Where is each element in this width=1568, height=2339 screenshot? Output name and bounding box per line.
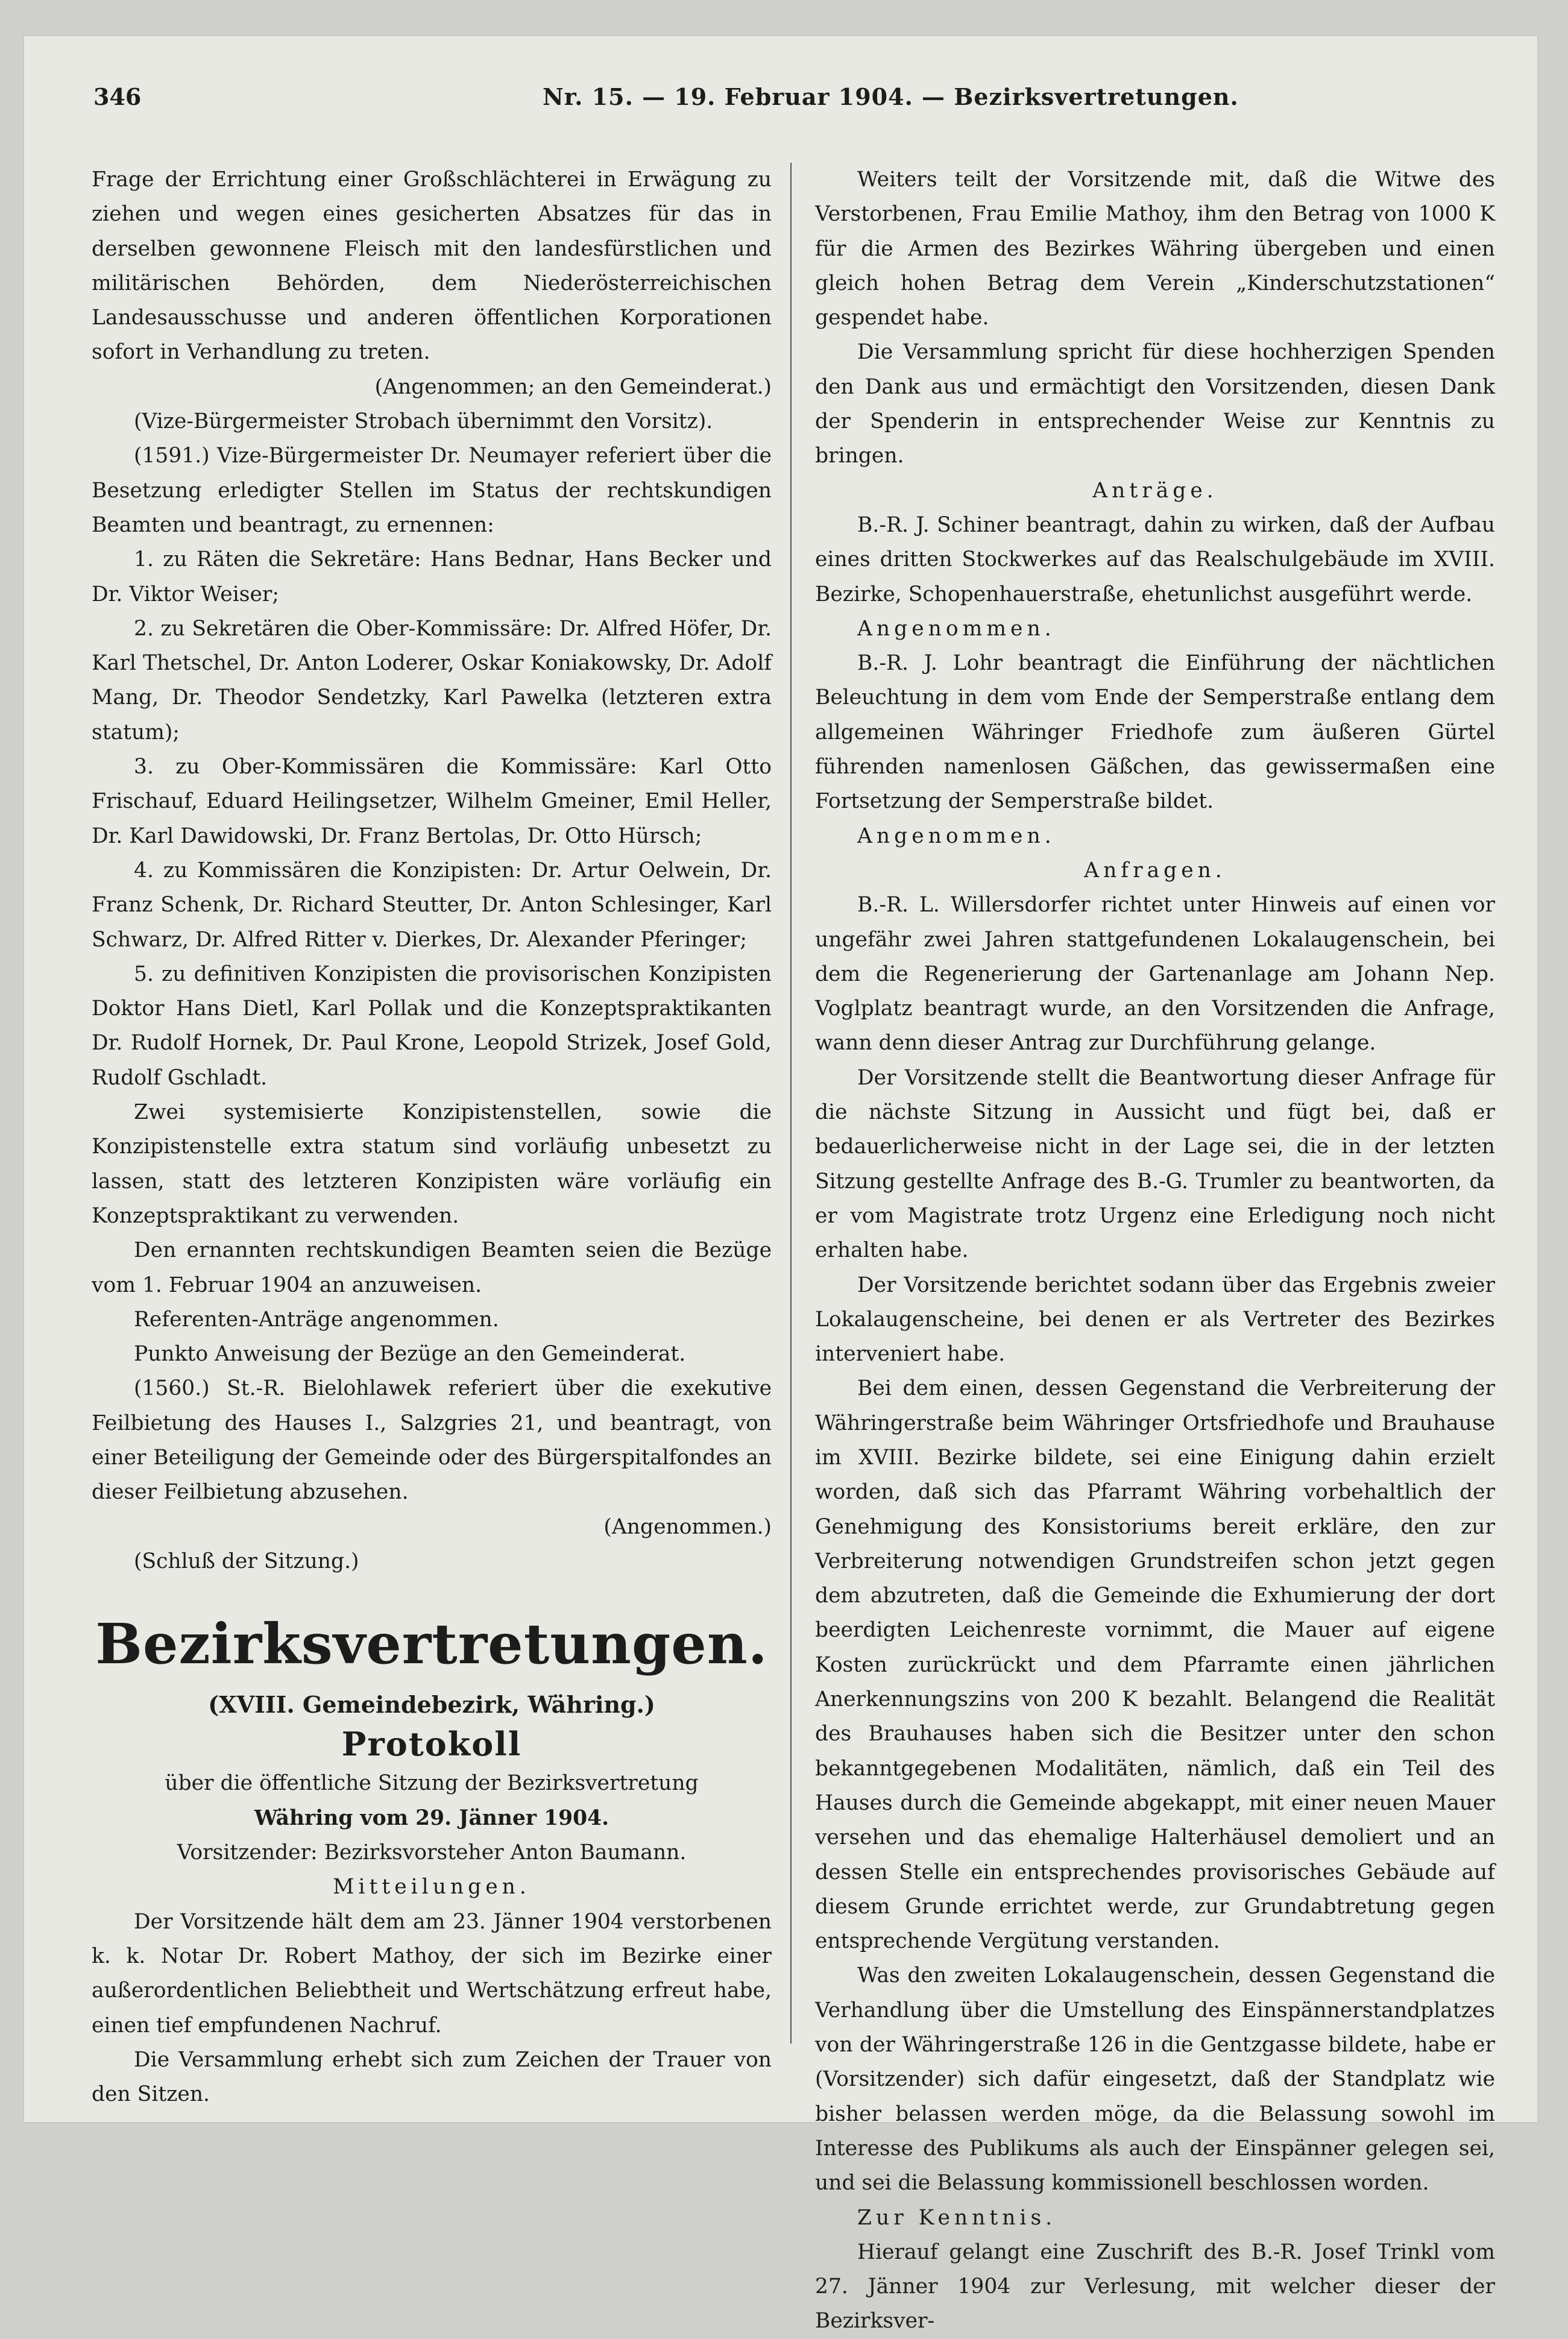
paragraph: Punkto Anweisung der Bezüge an den Gemeinderat. [134, 1342, 686, 1367]
list-item: 1. zu Räten die Sekretäre: Hans Bednar, Hans Becker und Dr. Viktor Weiser; [92, 547, 772, 606]
paragraph: B.-R. J. Schiner beantragt, dahin zu wirken, daß der Aufbau eines dritten Stockwerkes auf das Realschulgebäude im XVIII. Bezirke, Schopenhauerstraße, ehetunlichst ausgeführt werde. [815, 512, 1495, 606]
chair-line: Vorsitzender: Bezirksvorsteher Anton Baumann. [177, 1840, 687, 1865]
paragraph: (Schluß der Sitzung.) [134, 1549, 359, 1573]
paragraph: Weiters teilt der Vorsitzende mit, daß die Witwe des Verstorbenen, Frau Emilie Mathoy, ihm den Betrag von 1000 K für die Armen des Bezirkes Währing übergeben und einen gleich hohen Betrag dem Verein „Kinderschutzstationen“ gespendet habe. [815, 168, 1495, 330]
paragraph: Den ernannten rechtskundigen Beamten seien die Bezüge vom 1. Februar 1904 an anzuweisen. [92, 1238, 772, 1297]
session-line: über die öffentliche Sitzung der Bezirksvertretung [165, 1771, 699, 1796]
paragraph: Die Versammlung spricht für diese hochherzigen Spenden den Dank aus und ermächtigt den Vorsitzenden, diesen Dank der Spenderin in entsprechender Weise zur Kenntnis zu bringen. [815, 340, 1495, 468]
resolution-note: (Angenommen; an den Gemeinderat.) [374, 374, 772, 399]
paragraph: Der Vorsitzende hält dem am 23. Jänner 1904 verstorbenen k. k. Notar Dr. Robert Mathoy, der sich im Bezirke einer außerordentlichen Beliebtheit und Wertschätzung erfreut habe, einen tief empfundenen Nachruf. [92, 1909, 772, 2038]
subsection-heading: Anträge. [1092, 478, 1218, 503]
list-item: 2. zu Sekretären die Ober-Kommissäre: Dr. Alfred Höfer, Dr. Karl Thetschel, Dr. Anton Loderer, Oskar Koniakowsky, Dr. Adolf Mang, Dr. Theodor Sendetzky, Karl Pawelka (letzteren extra statum); [92, 616, 772, 745]
paragraph: B.-R. J. Lohr beantragt die Einführung der nächtlichen Beleuchtung in dem vom Ende der Semperstraße entlang dem allgemeinen Währinger Friedhofe zum äußeren Gürtel führenden namenlosen Gäßchen, das gewissermaßen eine Fortsetzung der Semperstraße bildet. [815, 651, 1495, 814]
paragraph: Frage der Errichtung einer Großschlächterei in Erwägung zu ziehen und wegen eines gesicherten Absatzes für das in derselben gewonnene Fleisch mit den landesfürstlichen und militärischen Behörden, dem Niederösterreichischen Landesausschusse und anderen öffentlichen Korporationen sofort in Verhandlung zu treten. [92, 168, 772, 365]
list-item: 5. zu definitiven Konzipisten die provisorischen Konzipisten Doktor Hans Dietl, Karl Pollak und die Konzeptspraktikanten Dr. Rudolf Hornek, Dr. Paul Krone, Leopold Strizek, Josef Gold, Rudolf Gschladt. [92, 962, 772, 1090]
paragraph: (1560.) St.-R. Bielohlawek referiert über die exekutive Feilbietung des Hauses I., Salzgries 21, und beantragt, von einer Beteiligung der Gemeinde oder des Bürgerspitalfondes an dieser Feilbietung abzusehen. [92, 1376, 772, 1505]
list-item: 3. zu Ober-Kommissären die Kommissäre: Karl Otto Frischauf, Eduard Heilingsetzer, Wilhelm Gmeiner, Emil Heller, Dr. Karl Dawidowski, Dr. Franz Bertolas, Dr. Otto Hürsch; [92, 755, 772, 848]
paragraph: Die Versammlung erhebt sich zum Zeichen der Trauer von den Sitzen. [92, 2047, 772, 2107]
list-item: 4. zu Kommissären die Konzipisten: Dr. Artur Oelwein, Dr. Franz Schenk, Dr. Richard Steutter, Dr. Anton Schlesinger, Karl Schwarz, Dr. Alfred Ritter v. Dierkes, Dr. Alexander Pferinger; [92, 858, 772, 952]
subsection-heading: Anfragen. [1084, 858, 1226, 883]
paragraph: Der Vorsitzende berichtet sodann über das Ergebnis zweier Lokalaugenscheine, bei denen er als Vertreter des Bezirkes interveniert habe. [815, 1273, 1495, 1367]
paragraph: Was den zweiten Lokalaugenschein, dessen Gegenstand die Verhandlung über die Umstellung des Einspännerstandplatzes von der Währingerstraße 126 in die Gentzgasse bildete, habe er (Vorsitzender) sich dafür eingesetzt, daß der Standplatz wie bisher belassen werden möge, da die Belassung sowohl im Interesse des Publikums als auch der Einspänner gelegen sei, und sei die Belassung kommissionell beschlossen worden. [815, 1963, 1495, 2196]
district-line: (XVIII. Gemeindebezirk, Währing.) [208, 1691, 655, 1719]
paragraph: Hierauf gelangt eine Zuschrift des B.-R. Josef Trinkl vom 27. Jänner 1904 zur Verlesung, mit welcher dieser der Bezirksver- [815, 2240, 1495, 2334]
protokoll-heading: Protokoll [341, 1725, 522, 1764]
page-header [93, 83, 1462, 125]
paragraph: Zwei systemisierte Konzipistenstellen, sowie die Konzipistenstelle extra statum sind vorläufig unbesetzt zu lassen, statt des letzteren Konzipisten wäre vorläufig ein Konzeptspraktikant zu verwenden. [92, 1100, 772, 1228]
subsection-heading: Mitteilungen. [333, 1875, 531, 1900]
resolution-note: Angenommen. [857, 823, 1056, 848]
resolution-note: Angenommen. [857, 616, 1056, 641]
paragraph: Der Vorsitzende stellt die Beantwortung dieser Anfrage für die nächste Sitzung in Aussicht und fügt bei, daß er bedauerlicherweise nicht in der Lage sei, die in der letzten Sitzung gestellte Anfrage des B.-G. Trumler zu beantworten, da er vom Magistrate trotz Urgenz eine Erledigung noch nicht erhalten habe. [815, 1065, 1495, 1263]
right-column [815, 163, 1495, 2339]
resolution-note: Zur Kenntnis. [857, 2205, 1057, 2230]
paragraph: Referenten-Anträge angenommen. [134, 1307, 499, 1332]
paragraph: (Vize-Bürgermeister Strobach übernimmt den Vorsitz). [134, 409, 713, 434]
left-column [92, 163, 772, 2112]
section-title: Bezirksvertretungen. [95, 1611, 768, 1677]
resolution-note: (Angenommen.) [603, 1514, 772, 1539]
page-number: 346 [93, 83, 142, 110]
paragraph: Bei dem einen, dessen Gegenstand die Verbreiterung der Währingerstraße beim Währinger Ortsfriedhofe und Brauhause im XVIII. Bezirke bildete, sei eine Einigung dahin erzielt worden, daß sich das Pfarramt Währing vorbehaltlich der Genehmigung des Konsistoriums bereit erkläre, den zur Verbreiterung notwendigen Grundstreifen schon jetzt gegen dem abzutreten, daß die Gemeinde die Exhumierung der dort beerdigten Leichenreste vornimmt, die Mauer auf eigene Kosten zurückrückt und dem Pfarramte einen jährlichen Anerkennungszins von 200 K bezahlt. Belangend die Realität des Brauhauses haben sich die Besitzer unter den schon bekanntgegebenen Modalitäten, nämlich, daß ein Teil des Hauses durch die Gemeinde abgekappt, mit einer neuen Mauer versehen und das ehemalige Halterhäusel demoliert und an dessen Stelle ein entsprechendes provisorisches Gebäude auf diesem Grunde errichtet werde, zur Grundabtretung gegen entsprechende Vergütung verstanden. [815, 1376, 1495, 1954]
column-divider [790, 163, 792, 2044]
paragraph: B.-R. L. Willersdorfer richtet unter Hinweis auf einen vor ungefähr zwei Jahren stattgefundenen Lokalaugenschein, bei dem die Regenerierung der Gartenanlage am Johann Nep. Voglplatz beantragt wurde, an den Vorsitzenden die Anfrage, wann denn dieser Antrag zur Durchführung gelange. [815, 893, 1495, 1056]
running-title: Nr. 15. — 19. Februar 1904. — Bezirksvertretungen. [543, 83, 1239, 110]
paragraph: (1591.) Vize-Bürgermeister Dr. Neumayer referiert über die Besetzung erledigter Stellen im Status der rechtskundigen Beamten und beantragt, zu ernennen: [92, 444, 772, 537]
session-date-line: Währing vom 29. Jänner 1904. [254, 1805, 609, 1830]
